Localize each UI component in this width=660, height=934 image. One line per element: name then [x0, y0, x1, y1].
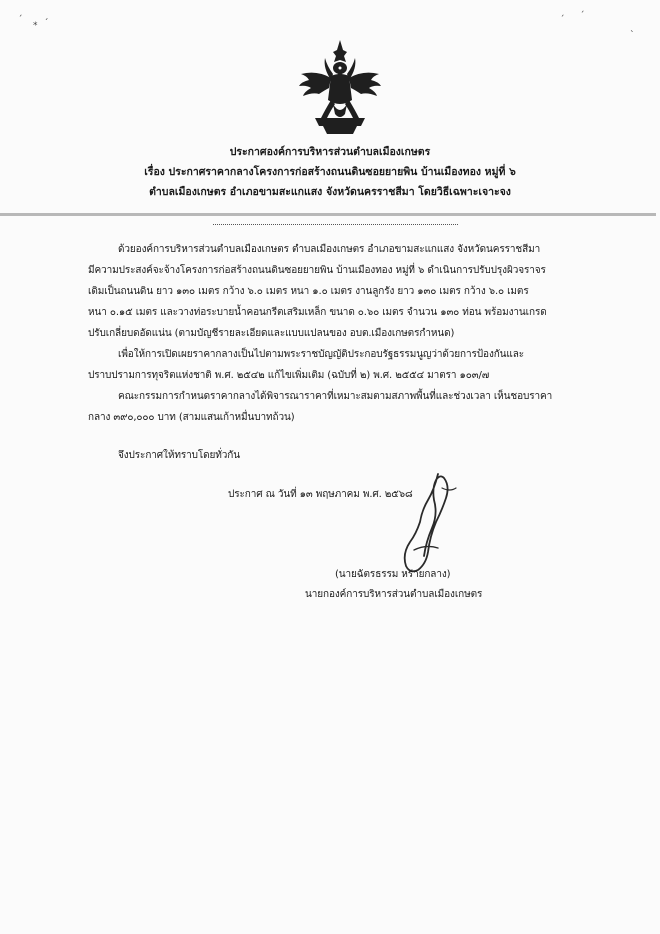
body-line: เพื่อให้การเปิดเผยราคากลางเป็นไปตามพระราชบัญญัติประกอบรัฐธรรมนูญว่าด้วยการป้องกันและ	[118, 349, 525, 360]
scan-speck: ˎ	[630, 23, 635, 33]
header-divider	[0, 213, 656, 216]
body-line: มีความประสงค์จะจ้างโครงการก่อสร้างถนนดินซอยยายพิน บ้านเมืองทอง หมู่ที่ ๖ ดำเนินการปรับปรุงผิวจราจร	[88, 265, 546, 276]
signer-position: นายกองค์การบริหารส่วนตำบลเมืองเกษตร	[305, 589, 483, 600]
body-line: ปรับเกลี่ยบดอัดแน่น (ตามบัญชีรายละเอียดและแบบแปลนของ อบต.เมืองเกษตรกำหนด)	[88, 328, 455, 339]
scan-speck: ˊ	[580, 11, 585, 21]
handwritten-signature-icon	[380, 470, 470, 580]
scan-speck: ˊ	[18, 15, 23, 25]
body-line: ด้วยองค์การบริหารส่วนตำบลเมืองเกษตร ตำบลเมืองเกษตร อำเภอขามสะแกแสง จังหวัดนครราชสีมา	[118, 244, 541, 255]
dotted-divider	[213, 224, 458, 225]
body-line: ปราบปรามการทุจริตแห่งชาติ พ.ศ. ๒๕๔๒ แก้ไขเพิ่มเติม (ฉบับที่ ๒) พ.ศ. ๒๕๕๔ มาตรา ๑๐๓/๗	[88, 370, 490, 381]
scan-speck: ˏ	[44, 11, 49, 21]
announcement-subject: เรื่อง ประกาศราคากลางโครงการก่อสร้างถนนดินซอยยายพิน บ้านเมืองทอง หมู่ที่ ๖	[144, 166, 516, 178]
announcement-location: ตำบลเมืองเกษตร อำเภอขามสะแกแสง จังหวัดนครราชสีมา โดยวิธีเฉพาะเจาะจง	[149, 186, 511, 198]
body-line: หนา ๐.๑๕ เมตร และวางท่อระบายน้ำคอนกรีตเสริมเหล็ก ขนาด ๐.๖๐ เมตร จำนวน ๑๓๐ ท่อน พร้อมงานเกรด	[88, 307, 547, 318]
scan-speck: *	[33, 21, 38, 31]
body-line: คณะกรรมการกำหนดราคากลางได้พิจารณาราคาที่เหมาะสมตามสภาพพื้นที่และช่วงเวลา เห็นชอบราคา	[118, 391, 553, 402]
garuda-emblem-icon	[295, 38, 385, 138]
announcement-title: ประกาศองค์การบริหารส่วนตำบลเมืองเกษตร	[229, 146, 431, 158]
body-line: เดิมเป็นถนนดิน ยาว ๑๓๐ เมตร กว้าง ๖.๐ เมตร หนา ๑.๐ เมตร งานลูกรัง ยาว ๑๓๐ เมตร กว้าง ๖.๐ เมตร	[88, 286, 529, 297]
announcement-date: ประกาศ ณ วันที่ ๑๓ พฤษภาคม พ.ศ. ๒๕๖๘	[228, 489, 413, 500]
closing-text: จึงประกาศให้ทราบโดยทั่วกัน	[118, 450, 240, 461]
signer-name: (นายฉัตรธรรม หร่ายกลาง)	[335, 569, 451, 580]
body-line: กลาง ๓๙๐,๐๐๐ บาท (สามแสนเก้าหมื่นบาทถ้วน)	[88, 412, 295, 423]
scan-speck: ˊ	[560, 15, 565, 25]
